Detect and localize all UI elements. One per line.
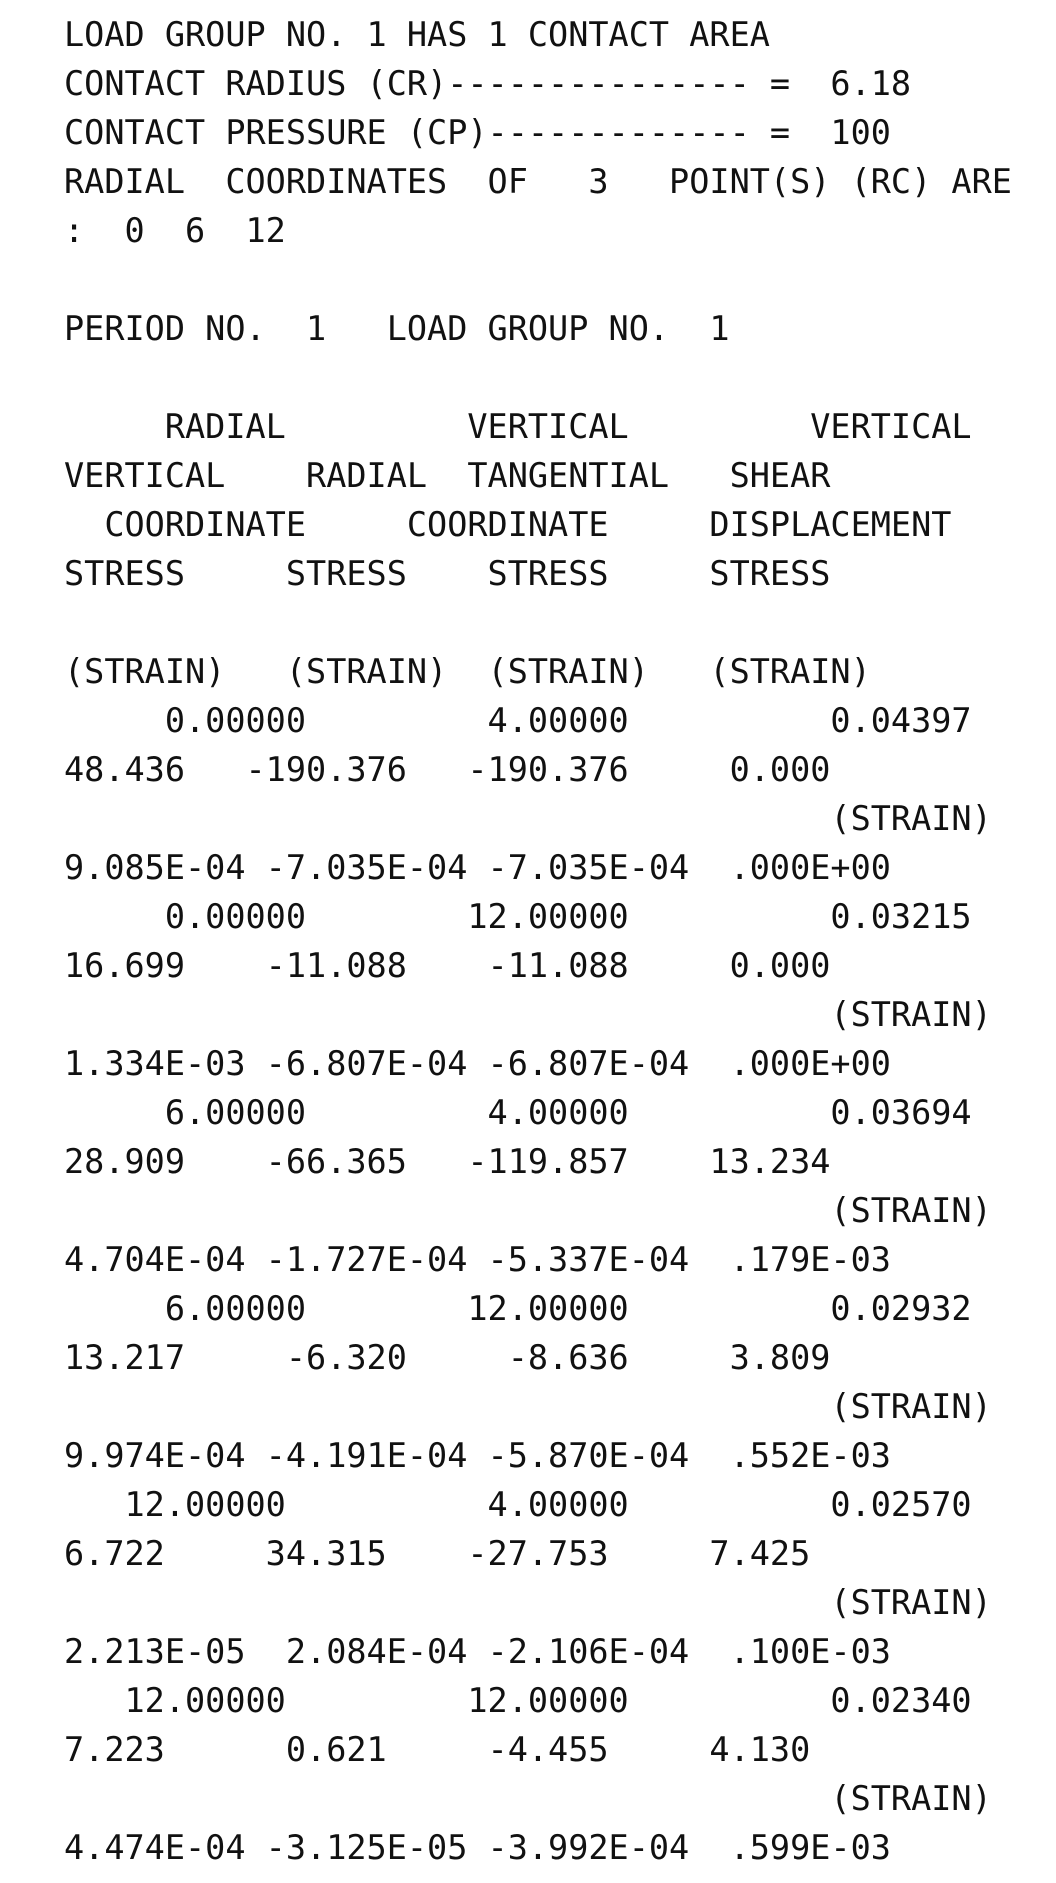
point-5-strain-line: 2.213E-05 2.084E-04 -2.106E-04 .100E-03 bbox=[64, 1632, 891, 1671]
blank-line bbox=[64, 353, 1012, 402]
point-2-strain-line: 1.334E-03 -6.807E-04 -6.807E-04 .000E+00 bbox=[64, 1044, 891, 1083]
point-2-coordinates-line: 0.00000 12.00000 0.03215 bbox=[64, 897, 972, 936]
column-header-line-4: STRESS STRESS STRESS STRESS bbox=[64, 554, 831, 593]
column-header-line-2: VERTICAL RADIAL TANGENTIAL SHEAR bbox=[64, 456, 831, 495]
blank-line bbox=[64, 598, 1012, 647]
point-1-coordinates-line: 0.00000 4.00000 0.04397 bbox=[64, 701, 972, 740]
blank-line bbox=[64, 255, 1012, 304]
point-3-coordinates-line: 6.00000 4.00000 0.03694 bbox=[64, 1093, 972, 1132]
column-header-line-1: RADIAL VERTICAL VERTICAL bbox=[64, 407, 972, 446]
point-6-coordinates-line: 12.00000 12.00000 0.02340 bbox=[64, 1681, 972, 1720]
column-header-line-3: COORDINATE COORDINATE DISPLACEMENT bbox=[64, 505, 952, 544]
point-5-stress-line: 6.722 34.315 -27.753 7.425 bbox=[64, 1534, 811, 1573]
radial-coordinates-line: RADIAL COORDINATES OF 3 POINT(S) (RC) ARE bbox=[64, 162, 1012, 201]
load-group-header-line: LOAD GROUP NO. 1 HAS 1 CONTACT AREA bbox=[64, 15, 770, 54]
point-4-coordinates-line: 6.00000 12.00000 0.02932 bbox=[64, 1289, 972, 1328]
point-4-strain-label-line: (STRAIN) bbox=[64, 1387, 992, 1426]
point-4-strain-line: 9.974E-04 -4.191E-04 -5.870E-04 .552E-03 bbox=[64, 1436, 891, 1475]
point-6-stress-line: 7.223 0.621 -4.455 4.130 bbox=[64, 1730, 811, 1769]
point-4-stress-line: 13.217 -6.320 -8.636 3.809 bbox=[64, 1338, 831, 1377]
point-1-strain-line: 9.085E-04 -7.035E-04 -7.035E-04 .000E+00 bbox=[64, 848, 891, 887]
point-1-stress-line: 48.436 -190.376 -190.376 0.000 bbox=[64, 750, 831, 789]
column-header-strain-line: (STRAIN) (STRAIN) (STRAIN) (STRAIN) bbox=[64, 652, 871, 691]
contact-radius-line: CONTACT RADIUS (CR)--------------- = 6.18 bbox=[64, 64, 912, 103]
point-6-strain-label-line: (STRAIN) bbox=[64, 1779, 992, 1818]
point-2-stress-line: 16.699 -11.088 -11.088 0.000 bbox=[64, 946, 831, 985]
point-3-strain-label-line: (STRAIN) bbox=[64, 1191, 992, 1230]
period-load-group-line: PERIOD NO. 1 LOAD GROUP NO. 1 bbox=[64, 309, 730, 348]
point-2-strain-label-line: (STRAIN) bbox=[64, 995, 992, 1034]
point-5-strain-label-line: (STRAIN) bbox=[64, 1583, 992, 1622]
point-6-strain-line: 4.474E-04 -3.125E-05 -3.992E-04 .599E-03 bbox=[64, 1828, 891, 1867]
contact-pressure-line: CONTACT PRESSURE (CP)------------- = 100 bbox=[64, 113, 891, 152]
program-output-listing bbox=[64, 10, 1012, 1872]
point-1-strain-label-line: (STRAIN) bbox=[64, 799, 992, 838]
radial-coordinates-values-line: : 0 6 12 bbox=[64, 211, 286, 250]
point-5-coordinates-line: 12.00000 4.00000 0.02570 bbox=[64, 1485, 972, 1524]
point-3-stress-line: 28.909 -66.365 -119.857 13.234 bbox=[64, 1142, 831, 1181]
point-3-strain-line: 4.704E-04 -1.727E-04 -5.337E-04 .179E-03 bbox=[64, 1240, 891, 1279]
